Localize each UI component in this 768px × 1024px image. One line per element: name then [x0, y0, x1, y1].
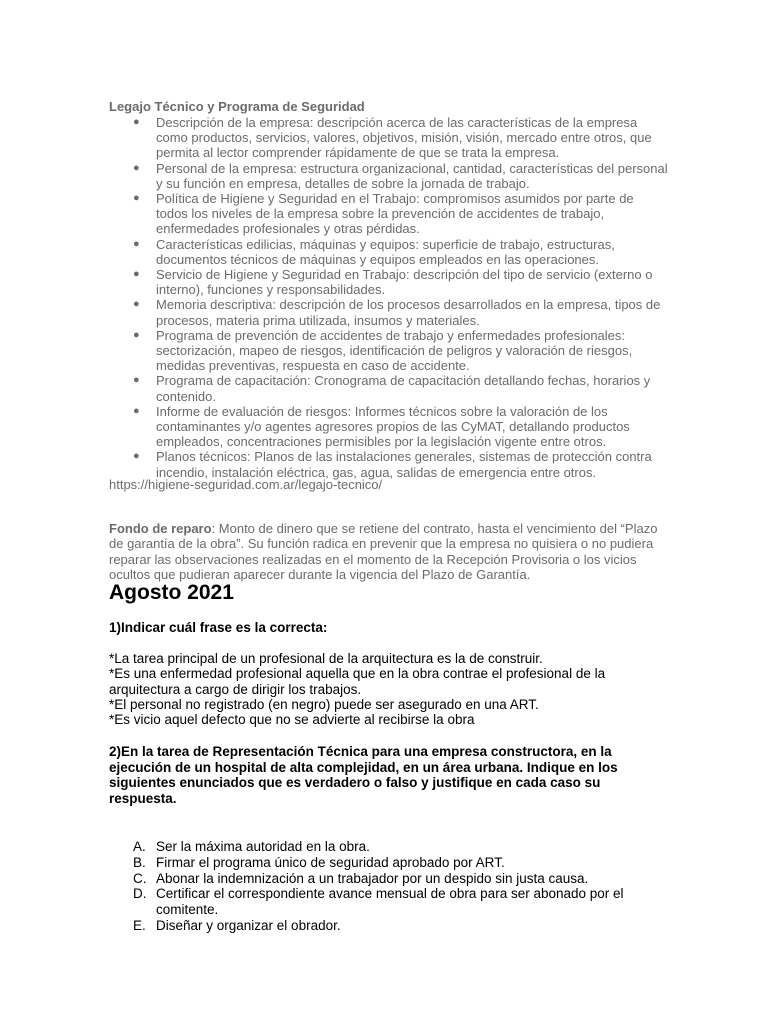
- list-item: [109, 886, 669, 918]
- list-item: [109, 404, 669, 450]
- list-item-text: Certificar el correspondiente avance mensual de obra para ser abonado por el comitente.: [156, 886, 624, 918]
- list-marker: D.: [133, 886, 147, 902]
- definition-text: : Monto de dinero que se retiene del contrato, hasta el vencimiento del “Plazo de garantía de la obra”. Su función radica en prevenir que la empresa no quisiera o no pudiera reparar las observaciones realizadas en el momento de la Recepción Provisoria o los vicios ocultos que pudieran aparecer durante la vigencia del Plazo de Garantía.: [109, 521, 658, 582]
- option-item: *El personal no registrado (en negro) puede ser asegurado en una ART.: [109, 696, 539, 712]
- list-item: [109, 871, 669, 887]
- list-item: [109, 297, 669, 327]
- bullet-list: [109, 115, 669, 480]
- list-marker: A.: [133, 839, 146, 854]
- list-item: [109, 449, 669, 479]
- fondo-de-reparo-paragraph: [109, 521, 669, 582]
- bullet-icon: ●: [133, 328, 140, 341]
- bullet-icon: ●: [133, 116, 140, 128]
- question-1-options: [109, 651, 669, 727]
- option-item: *La tarea principal de un profesional de la arquitectura es la de construir.: [109, 651, 543, 666]
- list-item: [109, 918, 669, 934]
- section-title: Legajo Técnico y Programa de Seguridad: [109, 99, 365, 114]
- list-item: [109, 373, 669, 403]
- bullet-icon: ●: [133, 237, 140, 250]
- list-marker: E.: [133, 917, 146, 933]
- list-marker: B.: [133, 854, 146, 870]
- list-item: [109, 839, 669, 855]
- option-item: *Es una enfermedad profesional aquella que en la obra contrae el profesional de la arquitectura a cargo de dirigir los trabajos.: [109, 666, 606, 697]
- list-item: [109, 191, 669, 237]
- list-item-text: Política de Higiene y Seguridad en el Trabajo: compromisos asumidos por parte de todos los niveles de la empresa sobre la prevención de accidentes de trabajo, enfermedades profesionales y otras pérdidas.: [156, 191, 634, 237]
- definition-term: Fondo de reparo: [109, 521, 212, 536]
- list-item: [109, 267, 669, 297]
- bullet-icon: ●: [133, 404, 140, 417]
- list-item-text: Diseñar y organizar el obrador.: [156, 917, 341, 933]
- question-2-title: 2)En la tarea de Representación Técnica para una empresa constructora, en la ejecución de un hospital de alta complejidad, en un área urbana. Indique en los siguientes enunciados que es verdadero o falso y justifique en cada caso su respuesta.: [109, 744, 618, 806]
- list-item-text: Ser la máxima autoridad en la obra.: [156, 839, 370, 854]
- bullet-icon: ●: [133, 298, 140, 311]
- bullet-icon: ●: [133, 450, 140, 463]
- question-1-title: 1)Indicar cuál frase es la correcta:: [109, 620, 328, 635]
- list-item-text: Planos técnicos: Planos de las instalaciones generales, sistemas de protección contra incendio, instalación eléctrica, gas, agua, salidas de emergencia entre otros.: [156, 449, 652, 480]
- list-item-text: Descripción de la empresa: descripción acerca de las características de la empresa como productos, servicios, valores, objetivos, misión, visión, mercado entre otros, que permita al lector comprender rápidamente de que se trata la empresa.: [156, 115, 652, 161]
- question-2-items: [109, 839, 669, 934]
- list-item: [109, 115, 669, 161]
- bullet-icon: ●: [133, 268, 140, 281]
- list-item-text: Servicio de Higiene y Seguridad en Trabajo: descripción del tipo de servicio (externo o interno), funciones y responsabilidades.: [156, 267, 653, 298]
- list-item-text: Personal de la empresa: estructura organizacional, cantidad, características del personal y su función en empresa, detalles de sobre la jornada de trabajo.: [156, 160, 668, 191]
- exam-heading: Agosto 2021: [109, 581, 234, 604]
- source-link[interactable]: https://higiene-seguridad.com.ar/legajo-tecnico/: [109, 477, 383, 492]
- list-item-text: Abonar la indemnización a un trabajador por un despido sin justa causa.: [156, 870, 589, 886]
- list-item: [109, 237, 669, 267]
- bullet-icon: ●: [133, 192, 140, 205]
- bullet-icon: ●: [133, 374, 140, 387]
- list-item-text: Informe de evaluación de riesgos: Informes técnicos sobre la valoración de los contaminantes y/o agentes agresores propios de las CyMAT, detallando productos empleados, concentraciones permisibles por la legislación vigente entre otros.: [156, 403, 630, 450]
- list-item-text: Memoria descriptiva: descripción de los procesos desarrollados en la empresa, tipos de procesos, materia prima utilizada, insumos y materiales.: [156, 297, 661, 328]
- list-item: [109, 328, 669, 374]
- list-item-text: Firmar el programa único de seguridad aprobado por ART.: [156, 854, 505, 870]
- bullet-icon: ●: [133, 161, 140, 174]
- list-item: [109, 855, 669, 871]
- list-item-text: Características edilicias, máquinas y equipos: superficie de trabajo, estructuras, documentos técnicos de máquinas y equipos empleados en las operaciones.: [156, 236, 615, 267]
- option-item: *Es vicio aquel defecto que no se advierte al recibirse la obra: [109, 712, 475, 728]
- list-item-text: Programa de prevención de accidentes de trabajo y enfermedades profesionales: sectorización, mapeo de riesgos, identificación de peligros y valoración de riesgos, medidas preventivas, respuesta en caso de accidente.: [156, 327, 633, 374]
- list-item-text: Programa de capacitación: Cronograma de capacitación detallando fechas, horarios y contenido.: [156, 373, 651, 404]
- list-marker: C.: [133, 870, 147, 886]
- list-item: [109, 161, 669, 191]
